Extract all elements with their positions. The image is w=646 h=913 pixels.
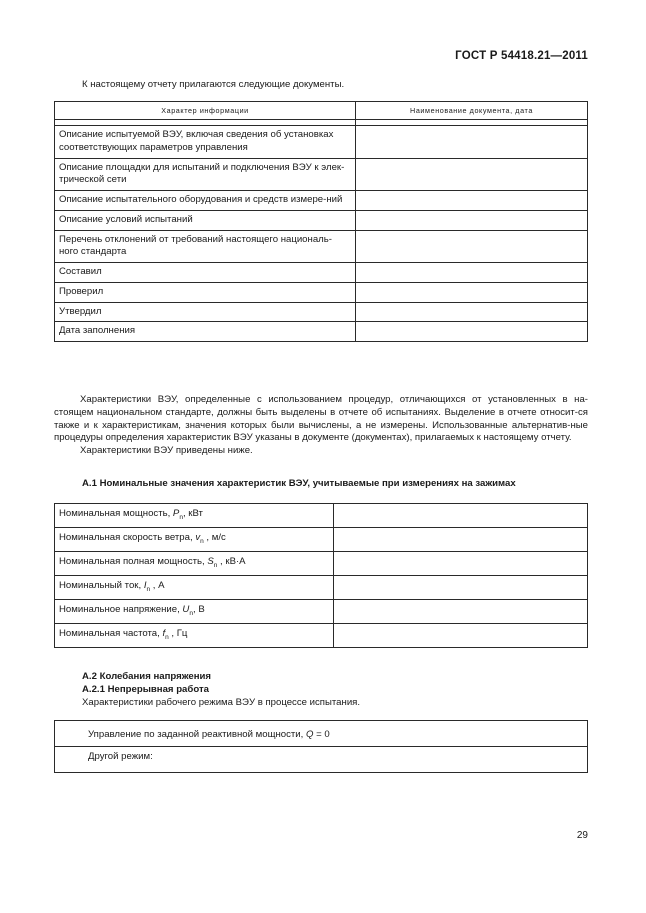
label-text: Номинальная частота, [59, 628, 163, 639]
row-value [334, 600, 588, 624]
row-value [356, 210, 588, 230]
section-heading-a1: А.1 Номинальные значения характеристик ВЭУ, учитываемые при измерениях на зажимах [82, 478, 516, 489]
rated-values-table [54, 503, 588, 648]
label-text: Номинальная скорость ветра, [59, 532, 196, 543]
row-label [55, 600, 334, 624]
intro-text: К настоящему отчету прилагаются следующие документы. [82, 79, 345, 90]
unit: , кВт [182, 508, 203, 519]
label-text: Номинальная мощность, [59, 508, 173, 519]
unit: , м/с [203, 532, 226, 543]
unit: , кВ·А [217, 556, 246, 567]
row-value [356, 263, 588, 283]
table-row [55, 230, 588, 263]
row-label [55, 552, 334, 576]
row-label: Перечень отклонений от требований настоящего националь-ного стандарта [55, 230, 356, 263]
body-text [54, 394, 588, 458]
table-row [55, 282, 588, 302]
subscript: n [200, 537, 204, 545]
unit: , В [192, 604, 205, 615]
row-label: Утвердил [55, 302, 356, 322]
row-label: Описание площадки для испытаний и подключения ВЭУ к элек-трической сети [55, 158, 356, 191]
page-number: 29 [576, 830, 588, 841]
document-id: ГОСТ Р 54418.21—2011 [455, 50, 588, 62]
symbol: S [207, 556, 214, 567]
row-value [356, 322, 588, 342]
row-label: Описание условий испытаний [55, 210, 356, 230]
table-row [55, 624, 588, 648]
table-row [55, 600, 588, 624]
unit: , Гц [168, 628, 188, 639]
subscript: n [146, 585, 151, 593]
table-row [55, 302, 588, 322]
subscript: n [189, 609, 193, 617]
label-text: = 0 [313, 729, 330, 740]
symbol: v [195, 532, 201, 543]
documents-table [54, 101, 588, 342]
row-value [334, 552, 588, 576]
symbol: I [143, 580, 147, 591]
row-label: Дата заполнения [55, 322, 356, 342]
operation-mode-table [54, 720, 588, 773]
symbol: f [162, 628, 166, 639]
row-value [356, 191, 588, 211]
table-row [55, 721, 588, 747]
table-row [55, 576, 588, 600]
table-row [55, 210, 588, 230]
label-text: Номинальный ток, [59, 580, 144, 591]
subscript: n [165, 633, 169, 641]
row-label [55, 504, 334, 528]
row-label: Другой режим: [55, 746, 588, 772]
row-value [356, 282, 588, 302]
row-label: Проверил [55, 282, 356, 302]
table-row [55, 322, 588, 342]
row-label [55, 721, 588, 747]
row-value [356, 230, 588, 263]
row-value [334, 504, 588, 528]
table-row [55, 126, 588, 159]
table-row [55, 746, 588, 772]
section-heading-a2-1: А.2.1 Непрерывная работа [82, 684, 209, 695]
row-label: Составил [55, 263, 356, 283]
symbol: P [172, 508, 180, 519]
paragraph: Характеристики ВЭУ приведены ниже. [80, 445, 253, 456]
label-text: Номинальная полная мощность, [59, 556, 208, 567]
row-label: Описание испытуемой ВЭУ, включая сведения об установках соответствующих параметров управления [55, 126, 356, 159]
symbol: Q [305, 729, 314, 740]
subscript: n [179, 513, 183, 521]
symbol: U [182, 604, 190, 615]
paragraph: Характеристики ВЭУ, определенные с использованием процедур, отличающихся от установленных в на-стоящем национальном стандарте, должны быть выделены в отчете об испытаниях. Выделение в отчете относит-ся также и к характеристикам, значения которых были вычислены, а не измерены. Использованные альтернатив-ные процедуры определения характеристик ВЭУ указаны в документе (документах), прилагаемых к настоящему отчету. [54, 394, 588, 444]
row-value [334, 576, 588, 600]
label-text: Управление по заданной реактивной мощности, [88, 729, 306, 740]
row-value [356, 158, 588, 191]
table-row [55, 504, 588, 528]
table-row [55, 158, 588, 191]
row-value [334, 528, 588, 552]
section-text: Характеристики рабочего режима ВЭУ в процессе испытания. [82, 697, 361, 708]
table-row [55, 191, 588, 211]
row-label: Описание испытательного оборудования и средств измере-ний [55, 191, 356, 211]
row-label [55, 624, 334, 648]
table-row [55, 552, 588, 576]
table-row [55, 528, 588, 552]
subscript: n [213, 561, 218, 569]
row-label [55, 576, 334, 600]
row-value [334, 624, 588, 648]
label-text: Номинальное напряжение, [59, 604, 183, 615]
col-header-info: Характер информации [55, 102, 356, 120]
table-row [55, 263, 588, 283]
section-heading-a2: А.2 Колебания напряжения [82, 671, 212, 682]
unit: , А [150, 580, 165, 591]
row-label [55, 528, 334, 552]
row-value [356, 302, 588, 322]
col-header-doc: Наименование документа, дата [356, 102, 588, 120]
row-value [356, 126, 588, 159]
